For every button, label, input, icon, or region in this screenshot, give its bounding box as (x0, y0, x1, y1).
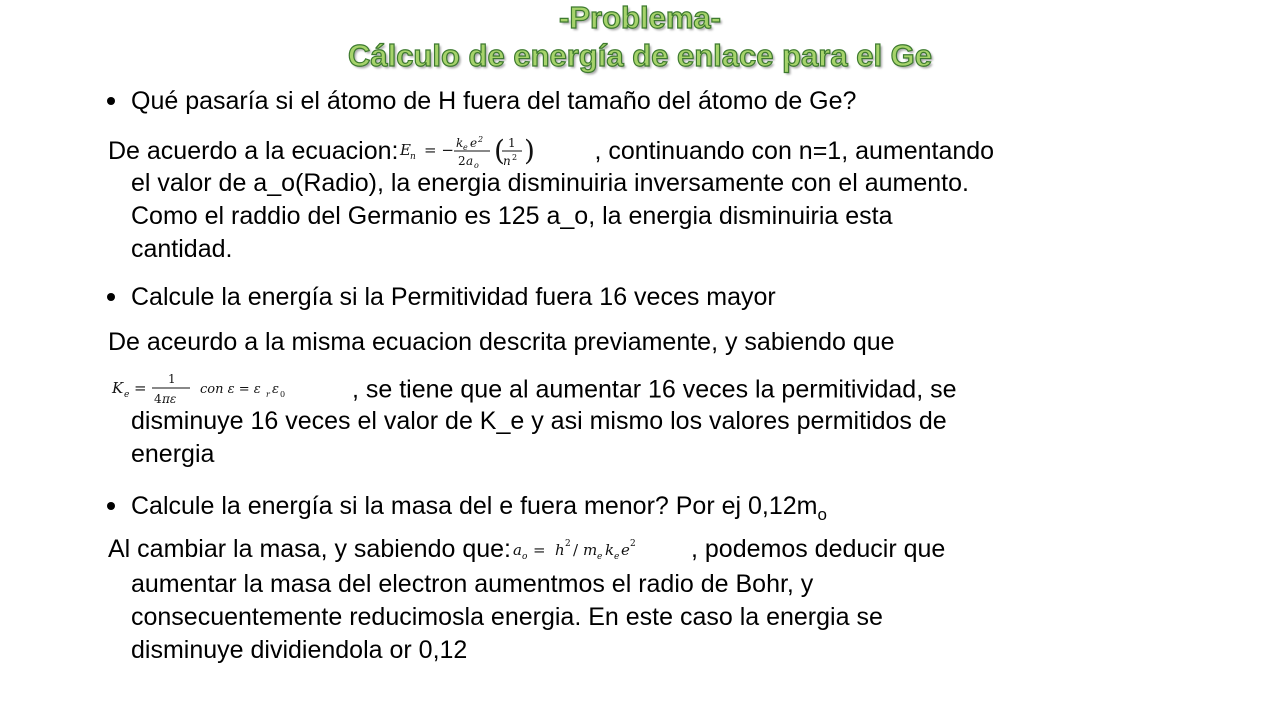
answer-3-line3: consecuentemente reducimosla energia. En este caso la energia se (131, 603, 883, 631)
svg-text:k: k (456, 136, 464, 151)
svg-text:1: 1 (168, 372, 176, 386)
svg-text:h: h (555, 541, 565, 560)
mass-subscript: o (817, 505, 827, 524)
bullet-dot (107, 293, 115, 301)
svg-text:0: 0 (280, 390, 286, 399)
svg-text:e: e (597, 552, 603, 563)
svg-text:4: 4 (154, 392, 162, 406)
svg-text:r: r (266, 390, 270, 399)
svg-text:n: n (410, 152, 417, 163)
svg-text:m: m (583, 541, 598, 560)
answer-1-line2: el valor de a_o(Radio), la energia disminuiria inversamente con el aumento. (131, 169, 969, 197)
svg-text:): ) (524, 135, 536, 168)
svg-text:e: e (614, 552, 620, 563)
svg-text:a: a (466, 154, 474, 169)
question-1: Qué pasaría si el átomo de H fuera del tamaño del átomo de Ge? (131, 87, 857, 115)
svg-text:a: a (513, 541, 522, 560)
svg-text:(: ( (494, 135, 506, 168)
energy-equation (398, 135, 594, 169)
svg-text:k: k (605, 541, 615, 560)
bullet-dot (107, 502, 115, 510)
svg-text:o: o (522, 552, 528, 563)
answer-1-line4: cantidad. (131, 235, 233, 263)
answer-2-suffix: , se tiene que al aumentar 16 veces la permitividad, se (352, 375, 957, 404)
svg-text:K: K (112, 379, 124, 397)
bullet-dot (107, 97, 115, 105)
svg-text:=: = (533, 541, 546, 560)
slide-title-line1: -Problema- (559, 0, 721, 35)
answer-3-suffix: , podemos deducir que (691, 535, 946, 563)
question-2: Calcule la energía si la Permitividad fuera 16 veces mayor (131, 283, 776, 311)
question-3 (131, 489, 827, 532)
answer-3-prefix: Al cambiar la masa, y sabiendo que: (108, 535, 511, 563)
answer-1-line3: Como el raddio del Germanio es 125 a_o, la energia disminuiria esta (131, 202, 893, 230)
answer-2-line1: De aceurdo a la misma ecuacion descrita previamente, y sabiendo que (108, 328, 895, 356)
svg-text:2: 2 (478, 135, 484, 145)
svg-text:con ε = ε: con ε = ε (200, 382, 261, 397)
answer-2-line3: disminuye 16 veces el valor de K_e y asi mismo los valores permitidos de (131, 407, 947, 435)
svg-text:E: E (400, 141, 412, 160)
svg-text:2: 2 (458, 154, 467, 169)
svg-text:e: e (463, 143, 469, 153)
bohr-radius-equation (511, 533, 691, 567)
svg-text:e: e (621, 541, 630, 560)
answer-3-line1 (108, 532, 945, 567)
answer-1-suffix: , continuando con n=1, aumentando (594, 137, 995, 165)
svg-text:2: 2 (512, 153, 518, 163)
svg-text:πε: πε (162, 392, 177, 406)
answer-2-line4: energia (131, 440, 215, 468)
svg-text:2: 2 (565, 539, 571, 550)
svg-text:e: e (470, 136, 478, 151)
answer-3-line2: aumentar la masa del electron aumentmos el radio de Bohr, y (131, 570, 814, 598)
answer-1-line1 (108, 134, 994, 169)
svg-text:/: / (573, 541, 579, 560)
svg-text:n: n (503, 154, 512, 169)
answer-3-line4: disminuye dividiendola or 0,12 (131, 636, 468, 664)
svg-text:= −: = − (424, 141, 455, 160)
answer-1-prefix: De acuerdo a la ecuacion: (108, 137, 399, 165)
svg-text:1: 1 (508, 136, 517, 151)
slide-title-line2: Cálculo de energía de enlace para el Ge (347, 38, 933, 73)
svg-text:=: = (134, 379, 147, 397)
svg-text:ε: ε (272, 382, 279, 397)
svg-text:o: o (474, 161, 480, 170)
question-3-text: Calcule la energía si la masa del e fuera menor? Por ej 0,12m (131, 492, 818, 520)
svg-text:e: e (124, 390, 130, 400)
svg-text:2: 2 (630, 539, 636, 550)
